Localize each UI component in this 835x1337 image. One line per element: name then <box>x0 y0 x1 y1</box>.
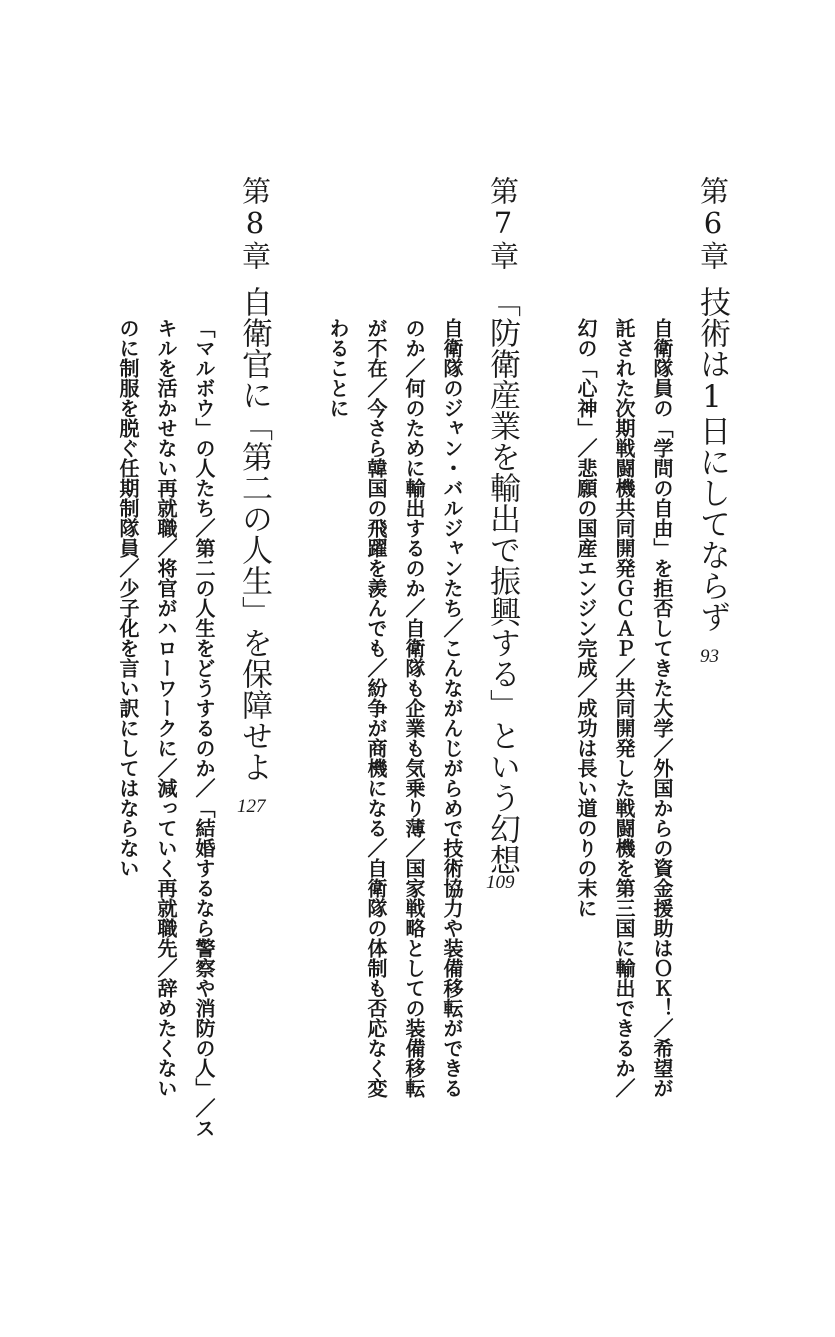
chapter-7-summary-line-3: が不在／今さら韓国の飛躍を羨んでも／紛争が商機になる／自衛隊の体制も否応なく変 <box>364 318 388 1098</box>
chapter-7-summary-line-2: のか／何のために輸出するのか／自衛隊も企業も気乗り薄／国家戦略としての装備移転 <box>402 318 426 1098</box>
chapter-8-summary-line-1: 「マルボウ」の人たち／第二の人生をどうするのか／「結婚するなら警察や消防の人」／ス <box>192 318 216 1138</box>
chapter-8-summary-line-3: のに制服を脱ぐ任期制隊員／少子化を言い訳にしてはならない <box>116 318 140 878</box>
chapter-6-label: 第6章 <box>696 176 730 271</box>
chapter-7-label: 第7章 <box>486 176 520 271</box>
chapter-8-page-number: 127 <box>237 796 266 817</box>
chapter-8-label: 第8章 <box>238 176 272 271</box>
chapter-7-page-number: 109 <box>486 872 515 893</box>
chapter-6-summary-line-3: 幻の「心神」／悲願の国産エンジン完成／成功は長い道のりの末に <box>574 318 598 918</box>
chapter-8-title: 自衛官に「第二の人生」を保障せよ <box>236 286 272 782</box>
chapter-7-summary-line-1: 自衛隊のジャン・バルジャンたち／こんながんじがらめで技術協力や装備移転ができる <box>440 318 464 1098</box>
chapter-7-title: 「防衛産業を輸出で振興する」という幻想 <box>484 286 520 875</box>
chapter-6-summary-line-2: 託された次期戦闘機共同開発ＧＣＡＰ／共同開発した戦闘機を第三国に輸出できるか／ <box>612 318 636 1098</box>
chapter-7-summary-line-4: わることに <box>326 318 350 418</box>
chapter-6-title: 技術は1日にしてならず <box>694 286 730 632</box>
chapter-6-summary-line-1: 自衛隊員の「学問の自由」を拒否してきた大学／外国からの資金援助はＯＫ！／希望が <box>650 318 674 1098</box>
chapter-6-page-number: 93 <box>700 646 719 667</box>
chapter-8-summary-line-2: キルを活かせない再就職／将官がハローワークに／減っていく再就職先／辞めたくない <box>154 318 178 1098</box>
